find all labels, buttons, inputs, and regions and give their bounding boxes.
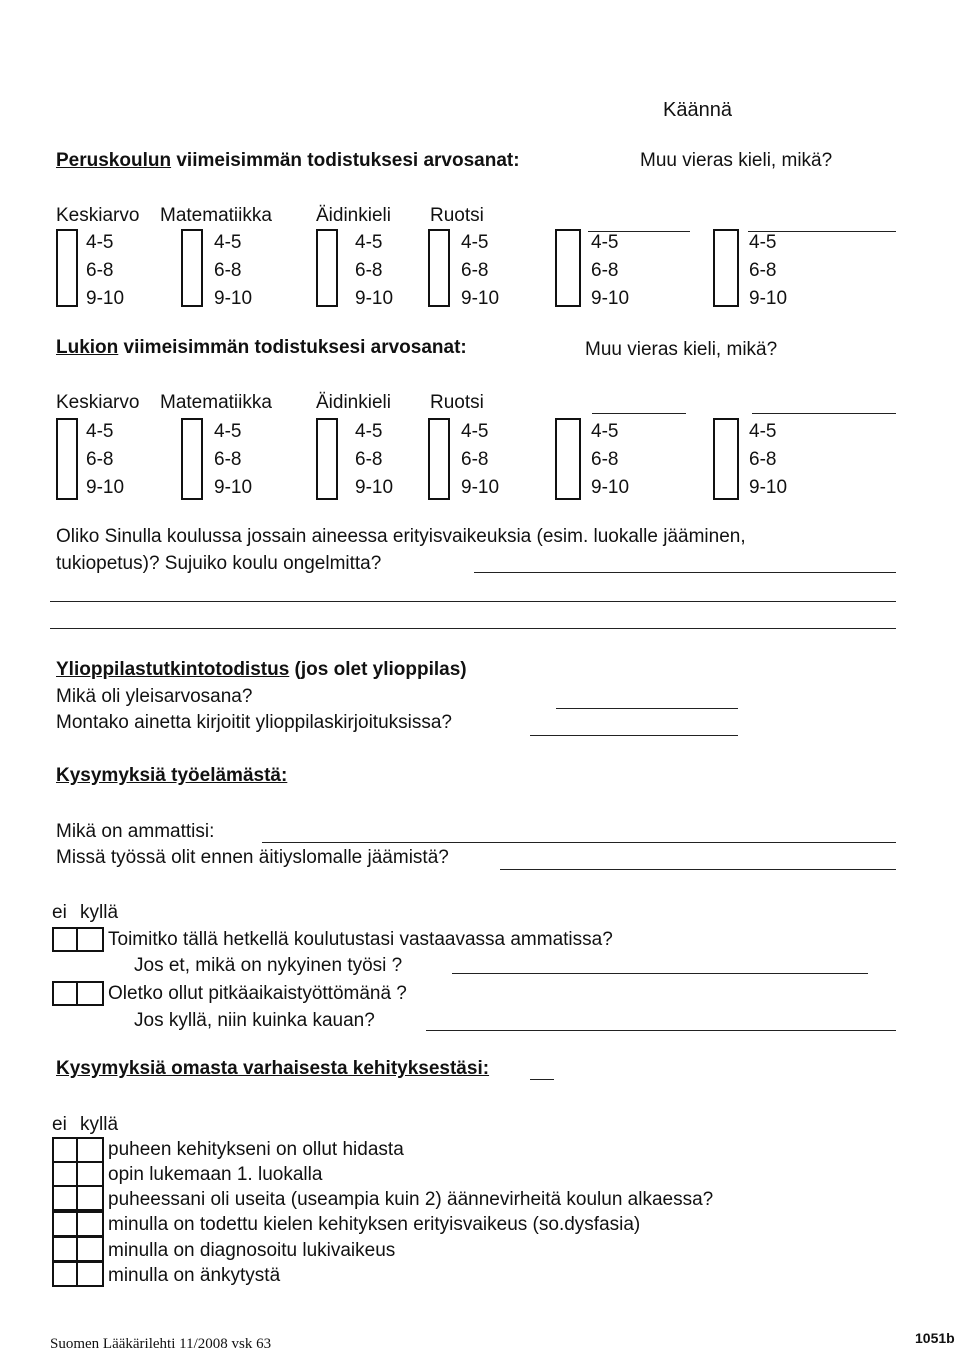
grade-option-4-5: 4-5	[461, 232, 489, 253]
tyoelama-q4-kylla-checkbox[interactable]	[76, 981, 104, 1006]
grade-checkbox-column[interactable]	[181, 418, 203, 500]
ylioppilas-subjects-line[interactable]	[530, 735, 738, 736]
peruskoulu-header-ruotsi: Ruotsi	[430, 205, 484, 226]
kehitys-item-5-label: minulla on diagnosoitu lukivaikeus	[108, 1240, 396, 1261]
grade-option-6-8: 6-8	[355, 260, 383, 281]
tyoelama-unemployed-duration-line[interactable]	[426, 1030, 896, 1031]
ylioppilas-title-underlined: Ylioppilastutkintotodistus	[56, 659, 290, 680]
grade-checkbox-column[interactable]	[316, 229, 338, 307]
grade-option-9-10: 9-10	[461, 288, 500, 309]
grade-checkbox-column[interactable]	[428, 229, 450, 307]
tyoelama-q3-kylla-checkbox[interactable]	[76, 927, 104, 952]
grade-option-4-5: 4-5	[86, 232, 114, 253]
kehitys-item-1-kylla-checkbox[interactable]	[76, 1137, 104, 1163]
grade-checkbox-column[interactable]	[56, 229, 78, 307]
grade-option-4-5: 4-5	[749, 232, 777, 253]
tyoelama-question-profession: Mikä on ammattisi:	[56, 821, 215, 842]
grade-option-6-8: 6-8	[86, 449, 114, 470]
tyoelama-previous-job-line[interactable]	[500, 869, 896, 870]
grade-checkbox-column[interactable]	[181, 229, 203, 307]
kehitys-item-2-kylla-checkbox[interactable]	[76, 1161, 104, 1187]
grade-checkbox-column[interactable]	[555, 229, 581, 307]
tyoelama-question-unemployed: Oletko ollut pitkäaikaistyöttömänä ?	[108, 983, 407, 1004]
difficulties-question-line2: tukiopetus)? Sujuiko koulu ongelmitta?	[56, 553, 382, 574]
ylioppilas-question-subjects: Montako ainetta kirjoitit ylioppilaskirjoituksissa?	[56, 712, 453, 733]
lukio-header-keskiarvo: Keskiarvo	[56, 392, 140, 413]
kehitys-item-2-ei-checkbox[interactable]	[52, 1161, 78, 1187]
grade-option-6-8: 6-8	[355, 449, 383, 470]
kehitys-item-3-label: puheessani oli useita (useampia kuin 2) äännevirheitä koulun alkaessa?	[108, 1189, 714, 1210]
tyoelama-question-matching-job: Toimitko tällä hetkellä koulutustasi vastaavassa ammatissa?	[108, 929, 613, 950]
kehitys-item-4-kylla-checkbox[interactable]	[76, 1211, 104, 1237]
grade-option-9-10: 9-10	[591, 288, 630, 309]
grade-option-6-8: 6-8	[86, 260, 114, 281]
grade-option-4-5: 4-5	[214, 232, 242, 253]
tyoelama-question-unemployed-duration: Jos kyllä, niin kuinka kauan?	[134, 1010, 375, 1031]
difficulties-question-line1: Oliko Sinulla koulussa jossain aineessa erityisvaikeuksia (esim. luokalle jääminen,	[56, 526, 746, 547]
tyoelama-title: Kysymyksiä työelämästä:	[56, 765, 288, 786]
footer-publication: Suomen Lääkärilehti 11/2008 vsk 63	[50, 1336, 272, 1352]
lukio-title-underlined: Lukion	[56, 337, 119, 358]
grade-option-6-8: 6-8	[591, 260, 619, 281]
kehitys-item-3-kylla-checkbox[interactable]	[76, 1185, 104, 1211]
grade-option-6-8: 6-8	[591, 449, 619, 470]
grade-checkbox-column[interactable]	[713, 418, 739, 500]
peruskoulu-title	[56, 150, 520, 173]
grade-option-4-5: 4-5	[214, 421, 242, 442]
kehitys-item-6-kylla-checkbox[interactable]	[76, 1261, 104, 1287]
kehitys-item-5-kylla-checkbox[interactable]	[76, 1236, 104, 1262]
kehitys-item-1-ei-checkbox[interactable]	[52, 1137, 78, 1163]
lukio-other-language-label: Muu vieras kieli, mikä?	[585, 339, 778, 360]
grade-option-9-10: 9-10	[86, 288, 125, 309]
grade-option-4-5: 4-5	[591, 232, 619, 253]
lukio-title-rest: viimeisimmän todistuksesi arvosanat:	[118, 337, 467, 358]
grade-option-4-5: 4-5	[355, 232, 383, 253]
grade-option-4-5: 4-5	[355, 421, 383, 442]
grade-checkbox-column[interactable]	[56, 418, 78, 500]
kehitys-item-6-ei-checkbox[interactable]	[52, 1261, 78, 1287]
grade-option-6-8: 6-8	[749, 449, 777, 470]
lukio-title	[56, 337, 467, 360]
grade-option-9-10: 9-10	[214, 288, 253, 309]
grade-option-9-10: 9-10	[461, 477, 500, 498]
grade-option-4-5: 4-5	[749, 421, 777, 442]
lukio-other-language-1-line[interactable]	[592, 413, 686, 414]
lukio-header-matematiikka: Matematiikka	[160, 392, 272, 413]
kehitys-item-3-ei-checkbox[interactable]	[52, 1185, 78, 1211]
lukio-other-language-2-line[interactable]	[752, 413, 896, 414]
tyoelama-profession-line[interactable]	[262, 842, 896, 843]
ylioppilas-grade-line[interactable]	[556, 708, 738, 709]
grade-option-9-10: 9-10	[749, 477, 788, 498]
tyoelama-question-current-job: Jos et, mikä on nykyinen työsi ?	[134, 955, 403, 976]
grade-option-6-8: 6-8	[214, 260, 242, 281]
peruskoulu-header-matematiikka: Matematiikka	[160, 205, 272, 226]
kehitys-title-underline-extension	[530, 1079, 554, 1080]
grade-option-9-10: 9-10	[749, 288, 788, 309]
grade-checkbox-column[interactable]	[713, 229, 739, 307]
peruskoulu-title-rest: viimeisimmän todistuksesi arvosanat:	[171, 150, 520, 171]
ylioppilas-title	[56, 659, 467, 682]
kehitys-item-5-ei-checkbox[interactable]	[52, 1236, 78, 1262]
difficulties-answer-line-1[interactable]	[474, 572, 896, 573]
tyoelama-kylla-label: kyllä	[80, 902, 119, 923]
grade-option-4-5: 4-5	[591, 421, 619, 442]
grade-checkbox-column[interactable]	[555, 418, 581, 500]
kehitys-item-2-label: opin lukemaan 1. luokalla	[108, 1164, 323, 1185]
grade-option-9-10: 9-10	[591, 477, 630, 498]
lukio-header-ruotsi: Ruotsi	[430, 392, 484, 413]
grade-option-6-8: 6-8	[461, 260, 489, 281]
tyoelama-current-job-line[interactable]	[452, 973, 868, 974]
kehitys-kylla-label: kyllä	[80, 1114, 119, 1135]
grade-option-6-8: 6-8	[749, 260, 777, 281]
grade-option-6-8: 6-8	[214, 449, 242, 470]
peruskoulu-other-language-label: Muu vieras kieli, mikä?	[640, 150, 833, 171]
peruskoulu-title-underlined: Peruskoulun	[56, 150, 172, 171]
lukio-header-aidinkieli: Äidinkieli	[316, 392, 391, 413]
grade-option-9-10: 9-10	[86, 477, 125, 498]
tyoelama-q3-ei-checkbox[interactable]	[52, 927, 78, 952]
grade-option-4-5: 4-5	[461, 421, 489, 442]
difficulties-answer-line-3[interactable]	[50, 628, 896, 629]
tyoelama-question-previous-job: Missä työssä olit ennen äitiyslomalle jäämistä?	[56, 847, 449, 868]
grade-option-4-5: 4-5	[86, 421, 114, 442]
kehitys-item-6-label: minulla on änkytystä	[108, 1265, 281, 1286]
peruskoulu-header-aidinkieli: Äidinkieli	[316, 205, 391, 226]
grade-checkbox-column[interactable]	[316, 418, 338, 500]
ylioppilas-question-grade: Mikä oli yleisarvosana?	[56, 686, 253, 707]
footer-page-number: 1051b	[915, 1330, 955, 1346]
grade-option-9-10: 9-10	[214, 477, 253, 498]
peruskoulu-header-keskiarvo: Keskiarvo	[56, 205, 140, 226]
grade-checkbox-column[interactable]	[428, 418, 450, 500]
tyoelama-q4-ei-checkbox[interactable]	[52, 981, 78, 1006]
kehitys-title: Kysymyksiä omasta varhaisesta kehityksestäsi:	[56, 1058, 490, 1079]
tyoelama-ei-label: ei	[52, 902, 67, 923]
kehitys-item-4-label: minulla on todettu kielen kehityksen erityisvaikeus (so.dysfasia)	[108, 1214, 641, 1235]
grade-option-9-10: 9-10	[355, 477, 394, 498]
difficulties-answer-line-2[interactable]	[50, 601, 896, 602]
grade-option-6-8: 6-8	[461, 449, 489, 470]
kehitys-ei-label: ei	[52, 1114, 67, 1135]
grade-option-9-10: 9-10	[355, 288, 394, 309]
kehitys-item-1-label: puheen kehitykseni on ollut hidasta	[108, 1139, 404, 1160]
ylioppilas-title-rest: (jos olet ylioppilas)	[289, 659, 467, 680]
turn-page-note: Käännä	[663, 99, 732, 121]
kehitys-item-4-ei-checkbox[interactable]	[52, 1211, 78, 1237]
